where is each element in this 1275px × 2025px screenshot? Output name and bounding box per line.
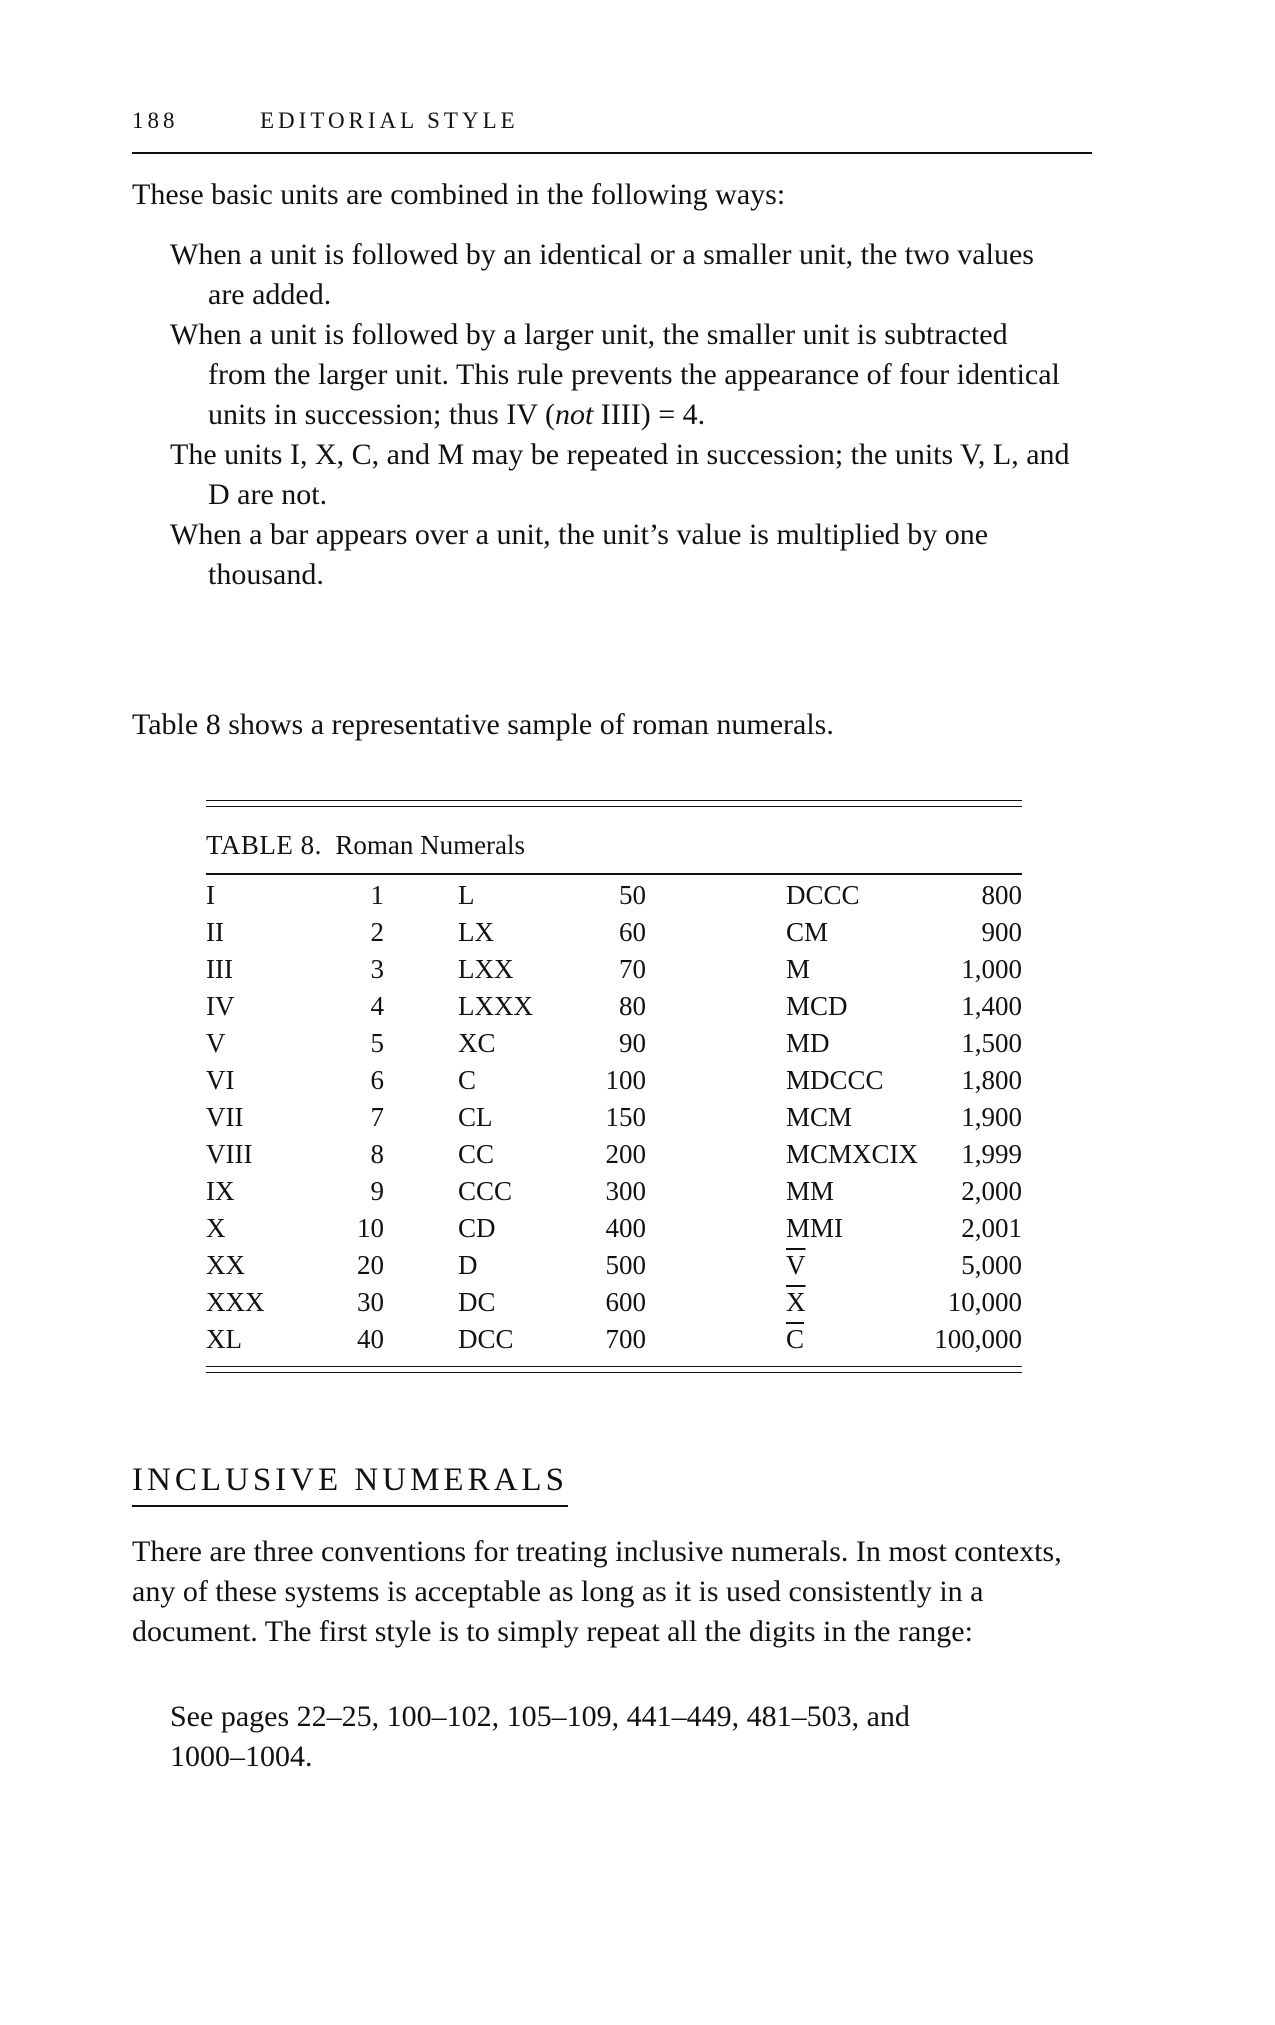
column-gap bbox=[646, 914, 786, 951]
running-head-rule bbox=[132, 152, 1092, 154]
value-cell: 100,000 bbox=[934, 1324, 1022, 1354]
value-cell: 2,001 bbox=[961, 1213, 1022, 1243]
table-label: TABLE 8. bbox=[206, 830, 322, 860]
table-title: Roman Numerals bbox=[335, 830, 526, 860]
column-gap bbox=[646, 1173, 786, 1210]
column-gap bbox=[384, 951, 458, 988]
rule-item-1: When a unit is followed by an identical or a smaller unit, the two values are added. bbox=[170, 238, 1034, 311]
numeral-cell: XL bbox=[206, 1324, 242, 1354]
numeral-cell: DCCC bbox=[786, 880, 860, 910]
value-cell: 300 bbox=[605, 1176, 646, 1206]
value-cell: 10,000 bbox=[947, 1287, 1022, 1317]
combination-rules-list bbox=[170, 235, 1070, 595]
rule-item-2 bbox=[170, 315, 1070, 435]
value-cell: 60 bbox=[619, 917, 646, 947]
numeral-cell: D bbox=[458, 1250, 478, 1280]
value-cell: 1,900 bbox=[961, 1102, 1022, 1132]
value-cell: 2 bbox=[370, 917, 384, 947]
column-gap bbox=[646, 988, 786, 1025]
value-cell: 900 bbox=[981, 917, 1022, 947]
numeral-cell: DC bbox=[458, 1287, 496, 1317]
value-cell: 9 bbox=[370, 1176, 384, 1206]
numeral-cell: C bbox=[458, 1065, 477, 1095]
section-heading: INCLUSIVE NUMERALS bbox=[132, 1462, 568, 1498]
value-cell: 1,800 bbox=[961, 1065, 1022, 1095]
numeral-cell: MM bbox=[786, 1176, 835, 1206]
numeral-cell: I bbox=[206, 880, 215, 910]
column-gap bbox=[384, 988, 458, 1025]
value-cell: 600 bbox=[605, 1287, 646, 1317]
value-cell: 5 bbox=[370, 1028, 384, 1058]
column-gap bbox=[384, 1173, 458, 1210]
value-cell: 1 bbox=[370, 880, 384, 910]
value-cell: 30 bbox=[357, 1287, 384, 1317]
table-reference-paragraph: Table 8 shows a representative sample of roman numerals. bbox=[132, 708, 834, 741]
value-cell: 90 bbox=[619, 1028, 646, 1058]
value-cell: 500 bbox=[605, 1250, 646, 1280]
table-header-rule bbox=[206, 873, 1022, 875]
running-head-title: EDITORIAL STYLE bbox=[260, 108, 519, 133]
column-gap bbox=[384, 1284, 458, 1321]
roman-numerals-table bbox=[206, 800, 1022, 1373]
numeral-cell: VIII bbox=[206, 1139, 253, 1169]
value-cell: 7 bbox=[370, 1102, 384, 1132]
value-cell: 1,999 bbox=[961, 1139, 1022, 1169]
column-gap bbox=[646, 877, 786, 914]
numeral-cell: MMI bbox=[786, 1213, 844, 1243]
value-cell: 6 bbox=[370, 1065, 384, 1095]
column-gap bbox=[646, 951, 786, 988]
numeral-cell: IX bbox=[206, 1176, 235, 1206]
table-top-rule bbox=[206, 800, 1022, 807]
numeral-cell: CC bbox=[458, 1139, 495, 1169]
numeral-cell: $\overline{V}$ bbox=[786, 1250, 806, 1280]
value-cell: 1,400 bbox=[961, 991, 1022, 1021]
value-cell: 150 bbox=[605, 1102, 646, 1132]
table-body bbox=[206, 877, 1022, 1358]
column-gap bbox=[646, 1025, 786, 1062]
value-cell: 2,000 bbox=[961, 1176, 1022, 1206]
rule-item-2-text: When a unit is followed by a larger unit, the smaller unit is subtracted from the larger unit. This rule prevents the appearance of four identical units in succession; thus IV ( bbox=[170, 318, 1060, 431]
numeral-cell: IV bbox=[206, 991, 235, 1021]
value-cell: 400 bbox=[605, 1213, 646, 1243]
value-cell: 80 bbox=[619, 991, 646, 1021]
rule-item-4: When a bar appears over a unit, the unit’s value is multiplied by one thousand. bbox=[170, 518, 989, 591]
rule-item-2-tail: IIII) = 4. bbox=[593, 398, 706, 431]
numeral-cell: $\overline{C}$ bbox=[786, 1324, 805, 1354]
column-gap bbox=[384, 1210, 458, 1247]
table-caption bbox=[206, 827, 1022, 863]
value-cell: 5,000 bbox=[961, 1250, 1022, 1280]
running-head bbox=[132, 108, 1092, 134]
numeral-cell: XC bbox=[458, 1028, 496, 1058]
column-gap bbox=[384, 1247, 458, 1284]
column-gap bbox=[384, 1025, 458, 1062]
value-cell: 1,000 bbox=[961, 954, 1022, 984]
column-gap bbox=[384, 1062, 458, 1099]
value-cell: 10 bbox=[357, 1213, 384, 1243]
value-cell: 40 bbox=[357, 1324, 384, 1354]
section-paragraph: There are three conventions for treating inclusive numerals. In most contexts, any of these systems is acceptable as long as it is used consistently in a document. The first style is to simply repeat all the digits in the range: bbox=[132, 1535, 1062, 1648]
column-gap bbox=[646, 1321, 786, 1358]
numeral-cell: MCD bbox=[786, 991, 848, 1021]
numeral-cell: MDCCC bbox=[786, 1065, 884, 1095]
numeral-cell: II bbox=[206, 917, 224, 947]
numeral-cell: XX bbox=[206, 1250, 245, 1280]
column-gap bbox=[646, 1247, 786, 1284]
numeral-cell: VI bbox=[206, 1065, 235, 1095]
value-cell: 8 bbox=[370, 1139, 384, 1169]
rule-item-3: The units I, X, C, and M may be repeated in succession; the units V, L, and D are not. bbox=[170, 438, 1070, 511]
value-cell: 100 bbox=[605, 1065, 646, 1095]
value-cell: 3 bbox=[370, 954, 384, 984]
numeral-cell: V bbox=[206, 1028, 226, 1058]
value-cell: 1,500 bbox=[961, 1028, 1022, 1058]
value-cell: 4 bbox=[370, 991, 384, 1021]
column-gap bbox=[384, 1099, 458, 1136]
value-cell: 200 bbox=[605, 1139, 646, 1169]
numeral-cell: L bbox=[458, 880, 475, 910]
numeral-cell: MCMXCIX bbox=[786, 1139, 919, 1169]
value-cell: 70 bbox=[619, 954, 646, 984]
intro-paragraph: These basic units are combined in the following ways: bbox=[132, 178, 786, 211]
column-gap bbox=[384, 1136, 458, 1173]
numeral-cell: VII bbox=[206, 1102, 244, 1132]
example-block: See pages 22–25, 100–102, 105–109, 441–449, 481–503, and 1000–1004. bbox=[170, 1700, 910, 1773]
column-gap bbox=[646, 1062, 786, 1099]
column-gap bbox=[384, 1321, 458, 1358]
value-cell: 20 bbox=[357, 1250, 384, 1280]
numeral-cell: LX bbox=[458, 917, 494, 947]
numeral-cell: CM bbox=[786, 917, 829, 947]
numeral-cell: MCM bbox=[786, 1102, 853, 1132]
column-gap bbox=[384, 914, 458, 951]
table-bottom-rule bbox=[206, 1366, 1022, 1373]
numeral-cell: $\overline{X}$ bbox=[786, 1287, 806, 1317]
numeral-cell: X bbox=[206, 1213, 226, 1243]
numeral-cell: CD bbox=[458, 1213, 496, 1243]
value-cell: 700 bbox=[605, 1324, 646, 1354]
column-gap bbox=[384, 877, 458, 914]
numeral-cell: LXXX bbox=[458, 991, 533, 1021]
numeral-cell: DCC bbox=[458, 1324, 514, 1354]
numeral-cell: LXX bbox=[458, 954, 514, 984]
value-cell: 800 bbox=[981, 880, 1022, 910]
rule-item-2-emphasis: not bbox=[554, 398, 594, 431]
column-gap bbox=[646, 1099, 786, 1136]
column-gap bbox=[646, 1210, 786, 1247]
numeral-cell: MD bbox=[786, 1028, 830, 1058]
column-gap bbox=[646, 1136, 786, 1173]
numeral-cell: III bbox=[206, 954, 233, 984]
value-cell: 50 bbox=[619, 880, 646, 910]
page-number: 188 bbox=[132, 108, 179, 133]
numeral-cell: XXX bbox=[206, 1287, 265, 1317]
section-heading-rule bbox=[132, 1505, 568, 1507]
numeral-cell: M bbox=[786, 954, 811, 984]
numeral-cell: CCC bbox=[458, 1176, 513, 1206]
numeral-cell: CL bbox=[458, 1102, 493, 1132]
column-gap bbox=[646, 1284, 786, 1321]
